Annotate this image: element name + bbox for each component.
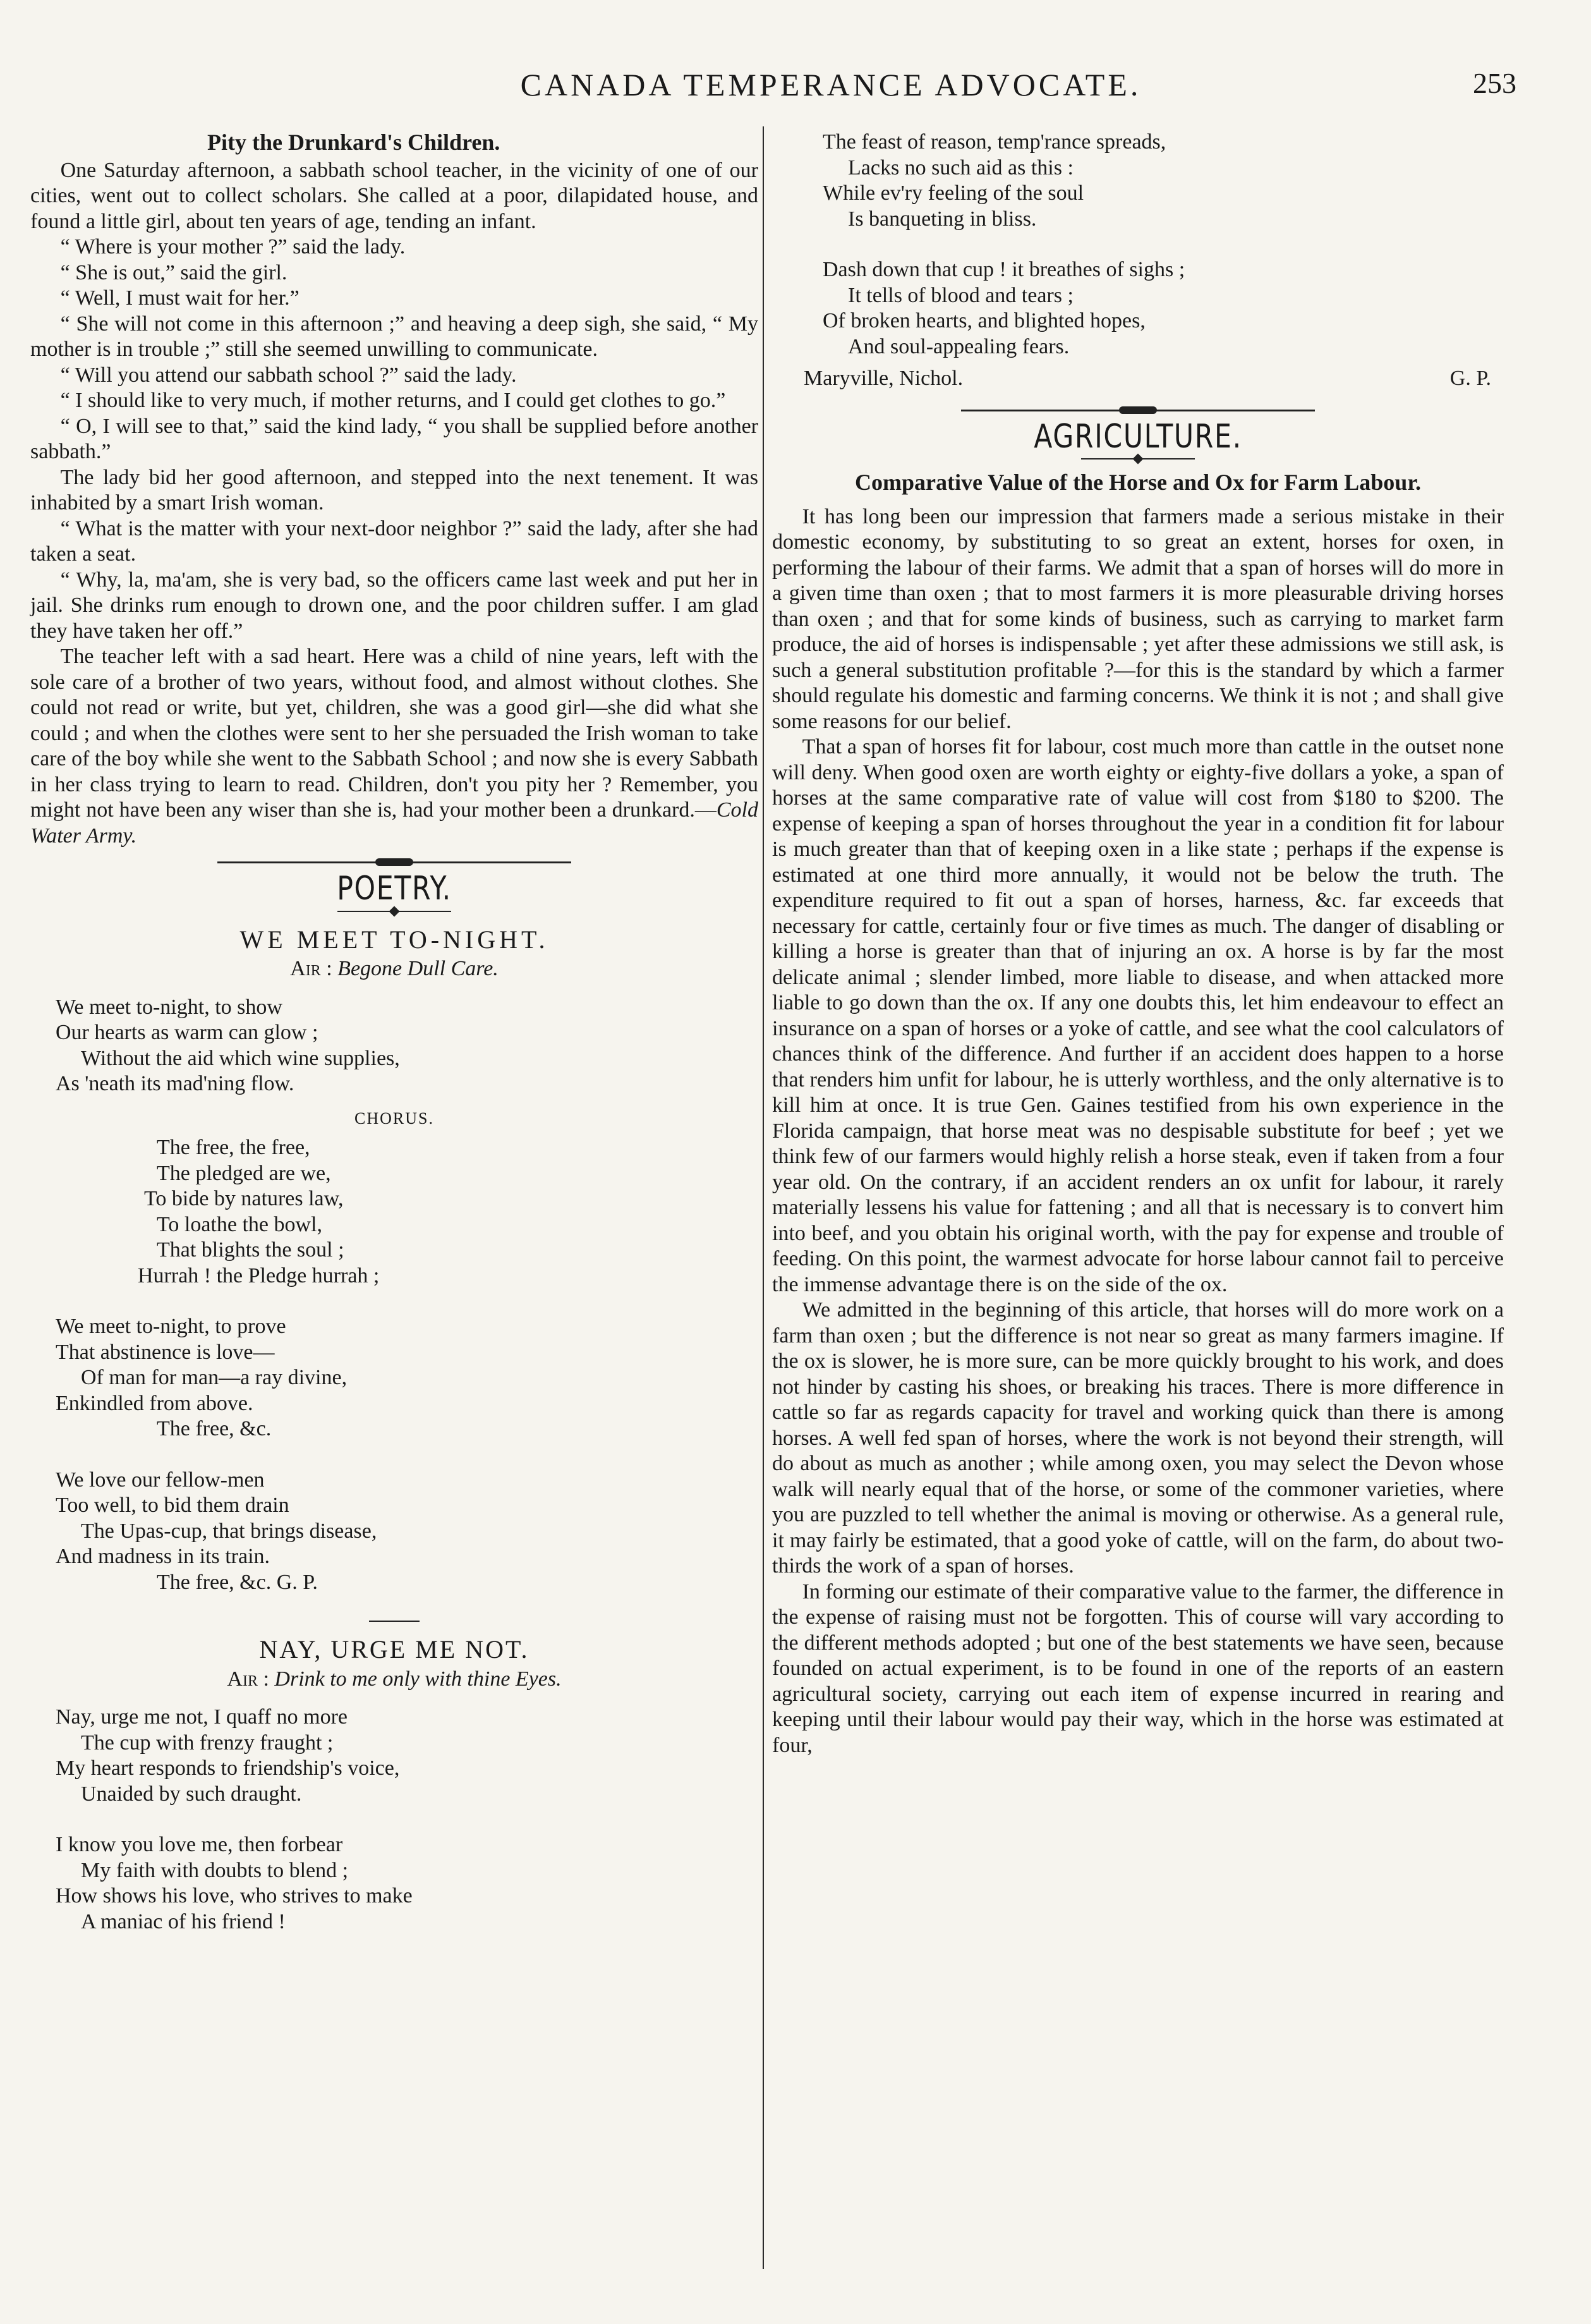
article-paragraph: “ Will you attend our sabbath school ?” said the lady. [60, 363, 517, 387]
poem-line: We love our fellow-men [56, 1468, 265, 1492]
article-source: Cold Water Army. [30, 798, 758, 848]
poem-title-we-meet-tonight: WE MEET TO-NIGHT. [239, 925, 549, 954]
poem-line: Unaided by such draught. [81, 1782, 302, 1806]
poem-line: As 'neath its mad'ning flow. [56, 1072, 294, 1095]
poem-line: Is banqueting in bliss. [848, 207, 1037, 231]
poem-line: Enkindled from above. [56, 1391, 253, 1415]
poem-chorus [30, 1135, 758, 1289]
article-paragraph: That a span of horses fit for labour, cost much more than cattle in the outset none will deny. When good oxen are worth eighty or eighty-five dollars a yoke, a span of horses at the same comparative rate of value will cost from $180 to $200. The expense of keeping a span of horses throughout the year in a condition fit for labour is much greater than that of keeping oxen in a like state ; perhaps if the expense is estimated at one third more annually, it would not be below the truth. The expenditure required to fit out a span of horses, harness, &c. far exceeds that necessary for cattle, certainly four or five times as much. The danger of disabling or killing a horse is greater than that of injuring an ox. A horse is by far the most delicate animal ; slender limbed, more liable to disease, and when attacked more liable to go down than the ox. If any one doubts this, let him endeavour to effect an insurance on a span of horses or a yoke of cattle, and see what the cool calculators of chances think of the difference. And further if an accident does happen to a horse that renders him unfit for labour, he is utterly worthless, and the only alternative is to kill him at once. It is true Gen. Gaines testified from his own experience in the Florida campaign, that horse meat was no despisable substitute for beef ; yet we think few of our farmers would highly relish a horse steak, even if taken from a four year old. On the contrary, if an accident renders an ox unfit for labour, it rarely materially lessens his value for fattening ; and all that is necessary is to convert him into beef, and you obtain his original worth, with the pay for expense and trouble of feeding. On this point, the warmest advocate for horse labour cannot fail to perceive the immense advantage there is on the side of the ox. [772, 735, 1504, 1296]
air-label: Air : [290, 957, 332, 980]
poem-air [30, 956, 758, 982]
poem-signature: G. P. [276, 1570, 318, 1594]
poem-line: And madness in its train. [56, 1545, 270, 1568]
poem-line: How shows his love, who strives to make [56, 1884, 413, 1907]
poem-line: To bide by natures law, [144, 1187, 344, 1210]
poem-line: I know you love me, then forbear [56, 1833, 343, 1856]
poem-line: Of man for man—a ray divine, [81, 1366, 348, 1389]
article-paragraph: In forming our estimate of their comparative value to the farmer, the difference in the expense of raising must not be forgotten. This of course will vary according to the different methods adopted ; but one of the best statements we have seen, because founded on actual experiment, is to be found in one of the reports of an eastern agricultural society, carrying out each item of expense incurred in rearing and keeping until their labour would pay their way, which in the horse was estimated at four, [772, 1579, 1504, 1757]
section-rule [217, 861, 571, 863]
heading-ornament [337, 911, 451, 912]
poem-separator [369, 1621, 420, 1622]
page-header [145, 66, 1516, 111]
poem-line: Too well, to bid them drain [56, 1494, 289, 1517]
poem-signature: G. P. [1449, 367, 1491, 390]
article-body [772, 504, 1504, 1759]
air-tune: Begone Dull Care. [337, 957, 499, 980]
poem-line: The free, the free, [157, 1136, 310, 1159]
heading-ornament [1081, 458, 1195, 459]
poem-line: It tells of blood and tears ; [848, 283, 1074, 307]
article-paragraph: “ She is out,” said the girl. [60, 260, 287, 284]
poem-line: We meet to-night, to show [56, 995, 282, 1019]
poem-closing-row [30, 1570, 758, 1596]
poem-stanza [30, 1468, 758, 1596]
poem-line: My faith with doubts to blend ; [81, 1858, 349, 1882]
article-paragraph: “ Why, la, ma'am, she is very bad, so the officers came last week and put her in jail. She drinks rum enough to drown one, and the poor children suffer. I am glad they have taken her off.” [30, 568, 758, 643]
poem-line: My heart responds to friendship's voice, [56, 1756, 400, 1780]
agriculture-heading: AGRICULTURE. [1034, 417, 1242, 456]
poem-line: Lacks no such aid as this : [848, 155, 1074, 179]
poem-line: Without the aid which wine supplies, [81, 1046, 400, 1070]
poem-line: The cup with frenzy fraught ; [81, 1731, 334, 1755]
poem-line: That abstinence is love— [56, 1340, 275, 1364]
article-paragraph-final [30, 644, 758, 849]
article-paragraph: “ Where is your mother ?” said the lady. [60, 235, 406, 259]
article-title-drunkards-children: Pity the Drunkard's Children. [207, 130, 500, 155]
poem-line: The pledged are we, [157, 1161, 331, 1185]
poem-line: Hurrah ! the Pledge hurrah ; [138, 1263, 380, 1287]
article-paragraph: “ Well, I must wait for her.” [60, 286, 299, 310]
poem-line: Of broken hearts, and blighted hopes, [823, 309, 1146, 332]
poem-stanza [30, 1705, 758, 1807]
poem-attribution [772, 366, 1504, 392]
poem-line: Nay, urge me not, I quaff no more [56, 1705, 348, 1729]
poem-line: A maniac of his friend ! [81, 1909, 286, 1933]
article-paragraph: “ I should like to very much, if mother returns, and I could get clothes to go.” [60, 389, 726, 412]
article-paragraph: It has long been our impression that farmers made a serious mistake in their domestic economy, by substituting to so great an extent, horses for oxen, in performing the labour of their farms. We admit that a span of horses will do more in a given time than oxen ; that to most farmers it is more pleasurable driving horses than oxen ; and that for some kinds of business, such as carrying to market farm produce, the aid of horses is indispensable ; yet after these admissions we still ask, is such a general substitution profitable ?—for this is the standard by which a farmer should regulate his domestic and farming concerns. We think it is not ; and shall give some reasons for our belief. [772, 504, 1504, 733]
article-paragraph-text: The teacher left with a sad heart. Here was a child of nine years, left with the sole care of a brother of two years, without food, and almost without clothes. She could not read or write, but yet, children, she was a good girl—she did what she could ; and when the clothes were sent to her she persuaded the Irish woman to take care of the boy while she went to the Sabbath School ; and now she is every Sabbath in her class trying to learn to read. Children, don't you pity her ? Remember, you might not have been any wiser than she is, had your mother been a drunkard.— [30, 645, 758, 822]
poem-title-nay-urge-me-not: NAY, URGE ME NOT. [259, 1635, 529, 1664]
poetry-heading: POETRY. [337, 870, 452, 908]
page-number: 253 [1473, 67, 1516, 99]
air-label: Air : [227, 1667, 269, 1691]
poem-line: Dash down that cup ! it breathes of sighs ; [823, 258, 1185, 281]
poem-line: We meet to-night, to prove [56, 1315, 286, 1338]
article-body [30, 158, 758, 849]
poem-stanza [30, 1832, 758, 1935]
poem-line: The Upas-cup, that brings disease, [81, 1519, 377, 1543]
section-rule [961, 410, 1315, 411]
poem-stanza [30, 1314, 758, 1442]
column-divider [763, 126, 764, 2269]
article-title-horse-and-ox: Comparative Value of the Horse and Ox for Farm Labour. [855, 470, 1421, 495]
poem-stanza [30, 995, 758, 1097]
left-column [30, 130, 758, 1960]
poem-line: Our hearts as warm can glow ; [56, 1021, 318, 1044]
poem-line: The free, &c. [157, 1417, 272, 1440]
poem-line: That blights the soul ; [157, 1238, 344, 1262]
chorus-label: CHORUS. [354, 1109, 434, 1128]
poem-line: To loathe the bowl, [157, 1212, 323, 1236]
article-paragraph: “ She will not come in this afternoon ;” and heaving a deep sigh, she said, “ My mother is in trouble ;” still she seemed unwilling to communicate. [30, 312, 758, 361]
right-column [772, 130, 1504, 1758]
poem-air [30, 1667, 758, 1693]
air-tune: Drink to me only with thine Eyes. [274, 1667, 562, 1691]
journal-title: CANADA TEMPERANCE ADVOCATE. [520, 67, 1142, 102]
article-paragraph: “ O, I will see to that,” said the kind lady, “ you shall be supplied before another sabbath.” [30, 414, 758, 463]
poem-stanza [772, 130, 1504, 232]
poem-line: The free, &c. [157, 1570, 272, 1594]
article-paragraph: One Saturday afternoon, a sabbath school teacher, in the vicinity of one of our cities, went out to collect scholars. She called at a poor, dilapidated house, and found a little girl, about ten years of age, tending an infant. [30, 158, 758, 233]
article-paragraph: The lady bid her good afternoon, and stepped into the next tenement. It was inhabited by a smart Irish woman. [30, 465, 758, 514]
poem-stanza [772, 257, 1504, 360]
article-paragraph: We admitted in the beginning of this article, that horses will do more work on a farm than oxen ; but the difference is not near so great as many farmers imagine. If the ox is slower, he is more sure, can be more quickly brought to his work, and does not hinder by casting his shoes, or breaking his traces. There is more difference in cattle so far as regards capacity for travel and working quick than there is among horses. A well fed span of horses, where the work is not beyond their strength, will do about as much as another ; while among oxen, you may select the Devon whose walk will nearly equal that of the horse, or some of the commoner varieties, where you are puzzled to tell whether the animal is moving or otherwise. As a general rule, it may fairly be estimated, that a good yoke of cattle, will on the farm, do about two-thirds the work of a span of horses. [772, 1298, 1504, 1578]
poem-line: And soul-appealing fears. [848, 334, 1070, 358]
poem-line: While ev'ry feeling of the soul [823, 181, 1084, 205]
article-paragraph: “ What is the matter with your next-door neighbor ?” said the lady, after she had taken a seat. [30, 516, 758, 566]
poem-place: Maryville, Nichol. [804, 367, 964, 390]
poem-line: The feast of reason, temp'rance spreads, [823, 130, 1166, 154]
